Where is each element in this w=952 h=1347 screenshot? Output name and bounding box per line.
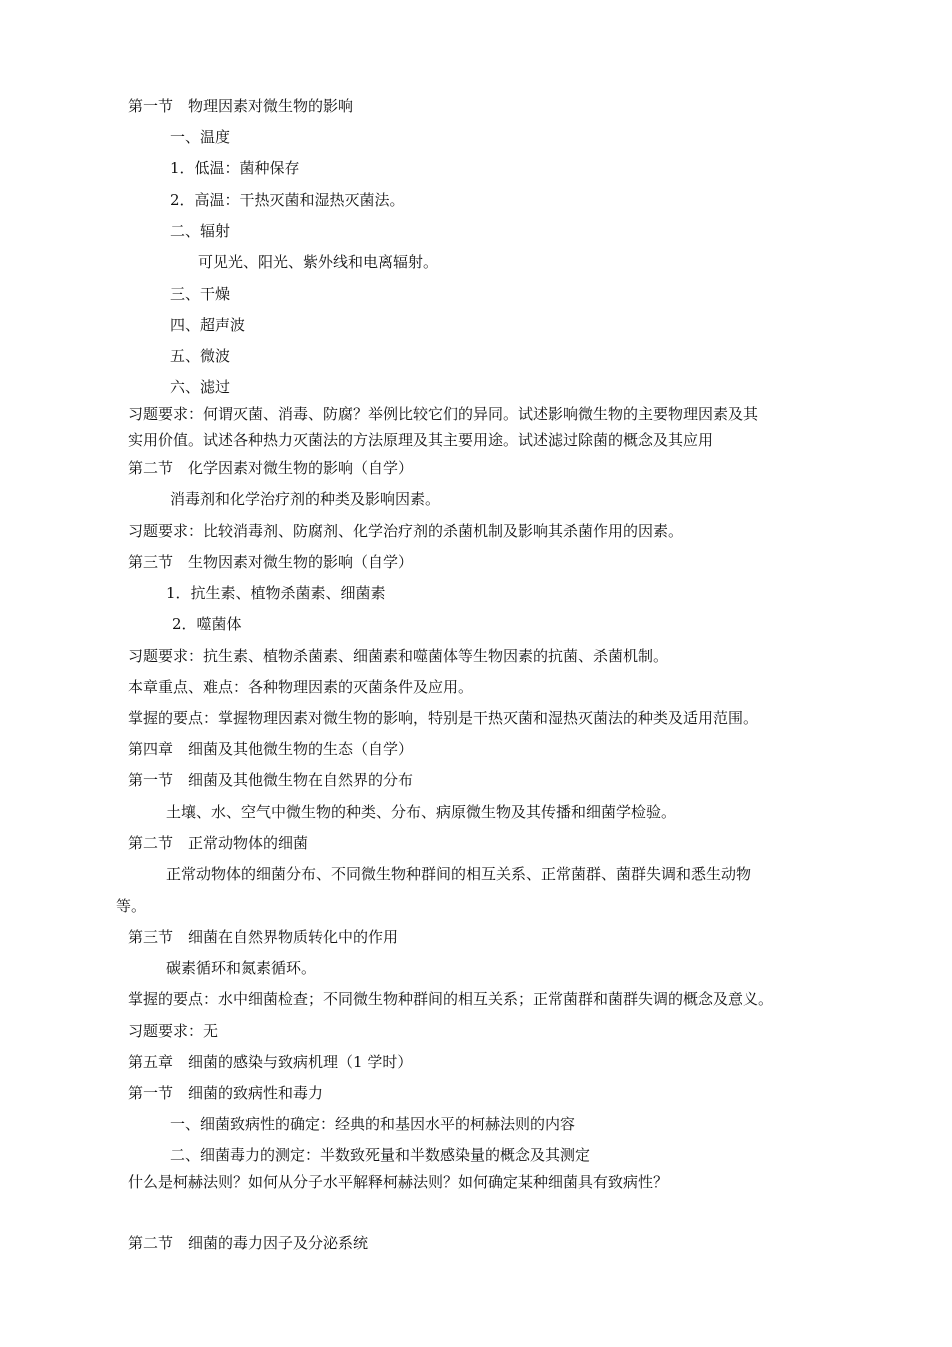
key-points: 掌握的要点：水中细菌检查；不同微生物种群间的相互关系；正常菌群和菌群失调的概念及意义。: [128, 990, 774, 1008]
body-text: 土壤、水、空气中微生物的种类、分布、病原微生物及其传播和细菌学检验。: [166, 803, 677, 821]
section-heading: 第一节 细菌的致病性和毒力: [128, 1084, 324, 1102]
subheading: 四、超声波: [170, 316, 246, 334]
exercise-text: 实用价值。试述各种热力灭菌法的方法原理及其主要用途。试述滤过除菌的概念及其应用: [128, 431, 714, 449]
subheading: 三、干燥: [170, 285, 231, 303]
body-text: 正常动物体的细菌分布、不同微生物种群间的相互关系、正常菌群、菌群失调和悉生动物: [166, 865, 752, 883]
key-points: 掌握的要点：掌握物理因素对微生物的影响，特别是干热灭菌和湿热灭菌法的种类及适用范围。: [128, 709, 759, 727]
subheading: 一、温度: [170, 128, 231, 146]
chapter-heading: 第五章 细菌的感染与致病机理（1 学时）: [128, 1053, 413, 1071]
list-item: 2．高温：干热灭菌和湿热灭菌法。: [170, 191, 405, 209]
exercise-text: 习题要求：比较消毒剂、防腐剂、化学治疗剂的杀菌机制及影响其杀菌作用的因素。: [128, 522, 684, 540]
section-heading: 第一节 细菌及其他微生物在自然界的分布: [128, 771, 414, 789]
subheading: 六、滤过: [170, 378, 231, 396]
section-heading: 第三节 生物因素对微生物的影响（自学）: [128, 553, 414, 571]
question-text: 什么是柯赫法则？如何从分子水平解释柯赫法则？如何确定某种细菌具有致病性？: [128, 1173, 669, 1191]
body-text: 消毒剂和化学治疗剂的种类及影响因素。: [170, 490, 441, 508]
chapter-heading: 第四章 细菌及其他微生物的生态（自学）: [128, 740, 414, 758]
list-item: 1．低温：菌种保存: [170, 159, 300, 177]
subheading: 二、细菌毒力的测定：半数致死量和半数感染量的概念及其测定: [170, 1146, 591, 1164]
section-heading: 第二节 化学因素对微生物的影响（自学）: [128, 459, 414, 477]
body-text: 可见光、阳光、紫外线和电离辐射。: [198, 253, 439, 271]
key-points: 本章重点、难点：各种物理因素的灭菌条件及应用。: [128, 678, 474, 696]
exercise-text: 习题要求：抗生素、植物杀菌素、细菌素和噬菌体等生物因素的抗菌、杀菌机制。: [128, 647, 669, 665]
subheading: 一、细菌致病性的确定：经典的和基因水平的柯赫法则的内容: [170, 1115, 576, 1133]
exercise-text: 习题要求：无: [128, 1022, 219, 1040]
subheading: 二、辐射: [170, 222, 231, 240]
list-item: 1．抗生素、植物杀菌素、细菌素: [166, 584, 386, 602]
section-heading: 第一节 物理因素对微生物的影响: [128, 97, 354, 115]
body-text: 等。: [116, 897, 147, 915]
section-heading: 第三节 细菌在自然界物质转化中的作用: [128, 928, 399, 946]
section-heading: 第二节 细菌的毒力因子及分泌系统: [128, 1234, 369, 1252]
list-item: 2．噬菌体: [172, 615, 242, 633]
body-text: 碳素循环和氮素循环。: [166, 959, 317, 977]
exercise-text: 习题要求：何谓灭菌、消毒、防腐？举例比较它们的异同。试述影响微生物的主要物理因素及其: [128, 405, 759, 423]
subheading: 五、微波: [170, 347, 231, 365]
section-heading: 第二节 正常动物体的细菌: [128, 834, 309, 852]
